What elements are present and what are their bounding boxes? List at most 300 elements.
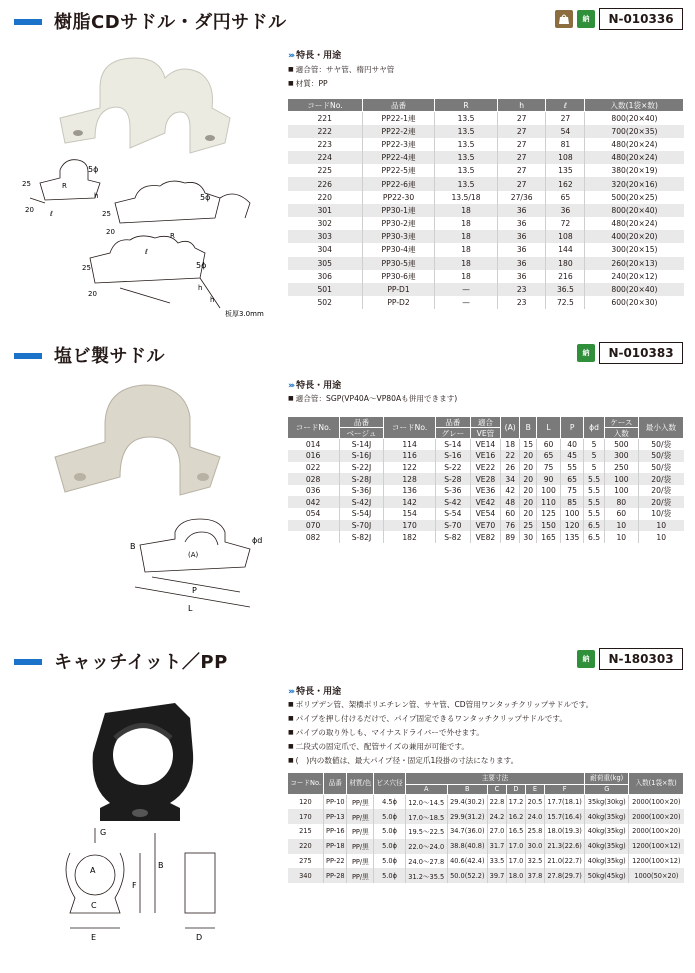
table-cell: 220 [317, 192, 332, 202]
table-cell: 154 [384, 508, 436, 520]
dim-label: B [158, 861, 164, 870]
table-cell: 15 [520, 439, 537, 451]
table-cell: 136 [384, 485, 436, 497]
table-cell: 170 [384, 520, 436, 532]
table-cell: 108 [546, 230, 585, 243]
table-cell: 122 [384, 462, 436, 474]
table-cell: 108 [546, 151, 585, 164]
table-cell: 50.0(52.2) [447, 868, 487, 883]
table-cell: 27.0 [487, 824, 506, 839]
table-cell: S-22J [339, 462, 384, 474]
table-cell: 13.5 [435, 177, 498, 190]
table-cell: 5.0ϕ [374, 868, 406, 883]
dim-label: L [188, 604, 193, 613]
table-cell: 17.2 [506, 795, 525, 810]
table-cell: 75 [537, 462, 561, 474]
table-cell: 116 [384, 450, 436, 462]
table-cell: PP-16 [324, 824, 347, 839]
column-header: 適合 [470, 417, 501, 428]
table-cell: 27 [497, 164, 546, 177]
table-cell: 33.5 [487, 854, 506, 869]
column-header: コードNo. [288, 99, 363, 112]
table-cell: 150 [537, 520, 561, 532]
table-row [288, 485, 684, 497]
dim-label: 5ϕ [88, 165, 99, 174]
pvc-saddle-diagram [130, 517, 275, 617]
table-cell: 36 [497, 230, 546, 243]
column-header: ビス穴径 [374, 773, 406, 795]
table-cell: 27 [497, 125, 546, 138]
column-header: ケース [604, 417, 638, 428]
table-cell: 120 [299, 798, 312, 807]
table-cell: 182 [384, 531, 436, 543]
table-cell: 50/袋 [638, 439, 683, 451]
table-cell: PP-28 [324, 868, 347, 883]
table-cell: 13.5 [435, 151, 498, 164]
table-cell: PP22-2連 [362, 125, 434, 138]
feature-heading: ››› 特長・用途 [288, 51, 342, 61]
table-cell: S-28J [339, 473, 384, 485]
table-cell: VE22 [470, 462, 501, 474]
column-header: E [525, 785, 544, 795]
recycle-icon: 納 [577, 344, 595, 362]
table-cell: 27 [497, 177, 546, 190]
table-cell: PP30-1連 [362, 204, 434, 217]
table-cell: 600(20×30) [585, 296, 684, 309]
table-cell: 17.0 [506, 839, 525, 854]
column-header: グレー [435, 428, 470, 439]
recycle-icon: 納 [577, 650, 595, 668]
product-code: N-010383 [599, 342, 683, 364]
column-header: ベージュ [339, 428, 384, 439]
column-header: 品番 [324, 773, 347, 795]
table-cell: 128 [384, 473, 436, 485]
table-cell: 20 [520, 462, 537, 474]
table-cell: 480(20×24) [585, 217, 684, 230]
table-cell: 5 [584, 450, 604, 462]
table-cell: 306 [317, 271, 332, 281]
feature-item: ■ 適合管：サヤ管、楕円サヤ管 [288, 63, 394, 77]
table-cell: 80 [604, 496, 638, 508]
dim-label: B [130, 542, 136, 551]
table-cell: 082 [305, 532, 321, 542]
table-cell: 65 [537, 450, 561, 462]
table-cell: 13.5 [435, 125, 498, 138]
table-cell: S-42 [435, 496, 470, 508]
table-cell: 17.0 [506, 854, 525, 869]
table-cell: 2000(100×20) [629, 795, 684, 810]
column-header: h [497, 99, 546, 112]
section-icons [577, 344, 595, 362]
section-pvc-saddle [0, 342, 695, 622]
section-title: 塩ビ製サドル [54, 346, 165, 367]
product-code: N-180303 [599, 648, 683, 670]
column-header: A [405, 785, 447, 795]
table-cell: VE16 [470, 450, 501, 462]
table-cell: 29.4(30.2) [447, 795, 487, 810]
table-cell: 75 [560, 485, 584, 497]
table-cell: PP-D2 [362, 296, 434, 309]
dim-label: (A) [188, 551, 199, 559]
table-cell: 224 [288, 151, 363, 164]
table-cell: 20 [520, 496, 537, 508]
table-cell: 40.6(42.4) [447, 854, 487, 869]
table-cell: 223 [317, 139, 332, 149]
table-cell: S-16 [435, 450, 470, 462]
table-cell: 070 [288, 520, 340, 532]
table-cell: 304 [317, 245, 332, 255]
table-cell: 305 [288, 257, 363, 270]
table-cell: 5.0ϕ [374, 824, 406, 839]
table-cell: S-16J [339, 450, 384, 462]
table-cell: 31.7 [487, 839, 506, 854]
table-cell: 25.8 [525, 824, 544, 839]
feature-list [288, 698, 593, 768]
table-cell: 40kg(35kg) [585, 854, 629, 869]
dim-label: ℓ [145, 248, 148, 256]
table-cell: S-82J [339, 531, 384, 543]
table-cell: 40 [560, 439, 584, 451]
table-cell: 1200(100×12) [629, 839, 684, 854]
table-cell: 165 [537, 531, 561, 543]
table-cell: 036 [305, 486, 321, 496]
table-cell: 500 [604, 439, 638, 451]
catch-it-diagram [40, 823, 225, 948]
table-cell: 301 [288, 204, 363, 217]
table-row [288, 296, 684, 309]
table-cell: VE28 [470, 473, 501, 485]
table-cell: PP/黒 [347, 795, 374, 810]
table-cell: 22 [501, 450, 520, 462]
cd-saddle-photo [40, 48, 240, 168]
table-cell: 260(20×13) [585, 257, 684, 270]
table-cell: 5.0ϕ [374, 854, 406, 869]
table-cell: 18 [435, 217, 498, 230]
section-bar [14, 659, 42, 665]
table-cell: 16.5 [506, 824, 525, 839]
table-cell: 380(20×19) [585, 164, 684, 177]
table-cell: 100 [604, 473, 638, 485]
table-cell: PP22-4連 [362, 151, 434, 164]
cd-saddle-diagram [20, 158, 275, 318]
table-cell: 35kg(30kg) [585, 795, 629, 810]
table-row [288, 112, 684, 125]
table-cell: PP22-3連 [362, 138, 434, 151]
dim-label: 25 [102, 210, 111, 218]
table-cell: 27 [497, 151, 546, 164]
dim-label: 20 [88, 290, 97, 298]
section-cd-saddle [0, 8, 695, 318]
dim-label: 25 [22, 180, 31, 188]
table-row [288, 854, 684, 869]
table-cell: VE36 [470, 485, 501, 497]
thickness-note: 板厚3.0mm [225, 310, 264, 318]
table-cell: 38.8(40.8) [447, 839, 487, 854]
column-header: ϕd [584, 417, 604, 439]
table-cell: 5.0ϕ [374, 809, 406, 824]
table-cell: 20/袋 [638, 496, 683, 508]
table-cell: 36 [497, 257, 546, 270]
table-cell: 55 [560, 462, 584, 474]
table-cell: 2000(100×20) [629, 809, 684, 824]
table-cell: S-70J [339, 520, 384, 532]
section-title: 樹脂CDサドル・ダ円サドル [54, 12, 287, 33]
table-cell: 18.0 [506, 868, 525, 883]
table-row [288, 138, 684, 151]
table-cell: S-54 [435, 508, 470, 520]
column-header: G [585, 785, 629, 795]
table-row [288, 177, 684, 190]
table-cell: S-36J [339, 485, 384, 497]
table-cell: PP30-4連 [362, 243, 434, 256]
table-cell: 20.5 [525, 795, 544, 810]
dim-label: h [198, 284, 203, 292]
dim-label: R [62, 182, 67, 190]
column-header: コードNo. [384, 417, 436, 439]
dim-label: C [91, 901, 97, 910]
column-header: 入数(1袋×数) [629, 773, 684, 795]
column-header: D [506, 785, 525, 795]
table-row [288, 243, 684, 256]
table-cell: 39.7 [487, 868, 506, 883]
table-cell: 5.5 [584, 485, 604, 497]
table-cell: 27 [497, 112, 546, 125]
table-cell: 36 [497, 217, 546, 230]
table-cell: S-14J [339, 439, 384, 451]
table-row [288, 151, 684, 164]
table-cell: PP30-6連 [362, 270, 434, 283]
table-cell: 26 [501, 462, 520, 474]
table-cell: S-82 [435, 531, 470, 543]
table-cell: 221 [317, 113, 332, 123]
table-cell: 34.7(36.0) [447, 824, 487, 839]
table-cell: PP22-30 [362, 191, 434, 204]
table-cell: 20 [520, 508, 537, 520]
table-cell: 20/袋 [638, 485, 683, 497]
table-cell: 60 [501, 508, 520, 520]
table-cell: 27 [546, 112, 585, 125]
table-cell: 29.9(31.2) [447, 809, 487, 824]
table-cell: S-54J [339, 508, 384, 520]
column-header: P [560, 417, 584, 439]
table-cell: 250 [604, 462, 638, 474]
table-cell: 100 [537, 485, 561, 497]
table-cell: 014 [305, 440, 321, 450]
dim-label: E [91, 933, 97, 942]
dim-label: 25 [82, 264, 91, 272]
table-row [288, 809, 684, 824]
table-cell: PP30-2連 [362, 217, 434, 230]
dim-label: A [90, 866, 96, 875]
table-cell: 30 [520, 531, 537, 543]
section-header [0, 8, 695, 38]
table-cell: 18 [435, 243, 498, 256]
table-cell: 226 [288, 177, 363, 190]
table-cell: 125 [537, 508, 561, 520]
table-cell: 50/袋 [638, 450, 683, 462]
table-cell: 24.0～27.8 [405, 854, 447, 869]
table-cell: 222 [288, 125, 363, 138]
table-cell: PP-22 [324, 854, 347, 869]
table-cell: 300(20×15) [585, 243, 684, 256]
column-header: R [435, 99, 498, 112]
table-cell: 10/袋 [638, 508, 683, 520]
table-cell: PP22-5連 [362, 164, 434, 177]
column-header: 品番 [435, 417, 470, 428]
table-cell: VE82 [470, 531, 501, 543]
dim-label: G [100, 828, 107, 837]
table-cell: PP-18 [324, 839, 347, 854]
table-cell: 240(20×12) [585, 270, 684, 283]
feature-item: ■ 二段式の固定爪で、配管サイズの兼用が可能です。 [288, 740, 593, 754]
table-cell: PP30-5連 [362, 257, 434, 270]
column-header: B [447, 785, 487, 795]
table-cell: 13.5 [435, 164, 498, 177]
table-cell: 24.2 [487, 809, 506, 824]
table-cell: 24.0 [525, 809, 544, 824]
table-cell: 300 [604, 450, 638, 462]
spec-table [287, 772, 684, 883]
table-cell: 1200(100×12) [629, 854, 684, 869]
table-cell: 135 [546, 164, 585, 177]
table-cell: 21.3(22.6) [544, 839, 584, 854]
table-cell: 89 [501, 531, 520, 543]
table-cell: — [435, 283, 498, 296]
table-row [288, 520, 684, 532]
table-cell: 20 [520, 485, 537, 497]
column-header: 主要寸法 [405, 773, 584, 785]
table-cell: 5 [584, 439, 604, 451]
column-header: 耐荷重(kg) [585, 773, 629, 785]
table-cell: 22.0～24.0 [405, 839, 447, 854]
dim-label: h [210, 296, 215, 304]
table-cell: 45 [560, 450, 584, 462]
table-cell: 22.8 [487, 795, 506, 810]
table-cell: S-14 [435, 439, 470, 451]
table-cell: VE42 [470, 496, 501, 508]
table-row [288, 217, 684, 230]
section-header [0, 648, 695, 678]
table-cell: 65 [546, 191, 585, 204]
table-cell: VE70 [470, 520, 501, 532]
table-cell: 60 [537, 439, 561, 451]
table-cell: 501 [288, 283, 363, 296]
table-cell: PP22-6連 [362, 177, 434, 190]
table-cell: 18 [435, 270, 498, 283]
table-row [288, 496, 684, 508]
feature-item: ■ 材質：PP [288, 77, 394, 91]
table-cell: 4.5ϕ [374, 795, 406, 810]
pvc-saddle-photo [35, 377, 235, 507]
table-cell: 81 [546, 138, 585, 151]
feature-item: ■ ( )内の数値は、最大パイプ径・固定爪1段掛の寸法になります。 [288, 754, 593, 768]
table-cell: 23 [497, 296, 546, 309]
section-icons [555, 10, 595, 28]
table-cell: 220 [288, 839, 324, 854]
table-cell: 054 [305, 509, 321, 519]
table-cell: 275 [299, 857, 312, 866]
table-cell: 700(20×35) [585, 125, 684, 138]
table-row [288, 230, 684, 243]
table-cell: 10 [604, 531, 638, 543]
dim-label: R [170, 232, 175, 240]
feature-item: ■ パイプを押し付けるだけで、パイプ固定できるワンタッチクリップサドルです。 [288, 712, 593, 726]
table-cell: 162 [546, 177, 585, 190]
table-cell: 36 [497, 270, 546, 283]
table-cell: 340 [288, 868, 324, 883]
table-cell: 480(20×24) [585, 151, 684, 164]
table-cell: 21.0(22.7) [544, 854, 584, 869]
table-cell: 5.5 [584, 496, 604, 508]
dim-label: D [196, 933, 203, 942]
column-header: B [520, 417, 537, 439]
column-header: コードNo. [288, 417, 340, 439]
table-cell: S-28 [435, 473, 470, 485]
table-cell: 36 [497, 204, 546, 217]
table-cell: 17.7(18.1) [544, 795, 584, 810]
table-cell: 40kg(35kg) [585, 839, 629, 854]
dim-label: 5ϕ [200, 193, 211, 202]
table-cell: PP/黒 [347, 868, 374, 883]
table-cell: 18 [435, 230, 498, 243]
table-cell: 400(20×20) [585, 230, 684, 243]
table-cell: 76 [501, 520, 520, 532]
table-row [288, 531, 684, 543]
table-row [288, 257, 684, 270]
table-cell: 502 [317, 298, 332, 308]
table-cell: 27 [497, 138, 546, 151]
table-cell: PP/黒 [347, 824, 374, 839]
column-header: L [537, 417, 561, 439]
column-header: 品番 [362, 99, 434, 112]
table-cell: 10 [638, 520, 683, 532]
table-row [288, 795, 684, 810]
table-cell: 142 [384, 496, 436, 508]
table-cell: 16.2 [506, 809, 525, 824]
dim-label: ℓ [50, 210, 53, 218]
table-row [288, 824, 684, 839]
column-header: 品番 [339, 417, 384, 428]
table-cell: 10 [604, 520, 638, 532]
dim-label: ϕd [252, 536, 263, 545]
table-cell: 303 [288, 230, 363, 243]
table-cell: 31.2～35.5 [405, 868, 447, 883]
table-cell: 20 [520, 473, 537, 485]
table-cell: 12.0～14.5 [405, 795, 447, 810]
table-cell: 27.8(29.7) [544, 868, 584, 883]
feature-list [288, 63, 394, 91]
table-cell: S-22 [435, 462, 470, 474]
table-cell: 225 [317, 166, 332, 176]
table-cell: 5 [584, 462, 604, 474]
table-cell: 18.0(19.3) [544, 824, 584, 839]
table-cell: 302 [317, 219, 332, 229]
table-cell: 135 [560, 531, 584, 543]
table-cell: 72 [546, 217, 585, 230]
feature-item: ■ パイプの取り外しも、マイナスドライバーで外せます。 [288, 726, 593, 740]
table-cell: 20 [520, 450, 537, 462]
table-cell: 100 [560, 508, 584, 520]
spec-table [287, 98, 684, 309]
table-cell: 2000(100×20) [629, 824, 684, 839]
table-cell: 100 [604, 485, 638, 497]
column-header: C [487, 785, 506, 795]
table-cell: 23 [497, 283, 546, 296]
table-cell: 5.5 [584, 508, 604, 520]
table-cell: 144 [546, 243, 585, 256]
table-row [288, 204, 684, 217]
table-cell: 30.0 [525, 839, 544, 854]
